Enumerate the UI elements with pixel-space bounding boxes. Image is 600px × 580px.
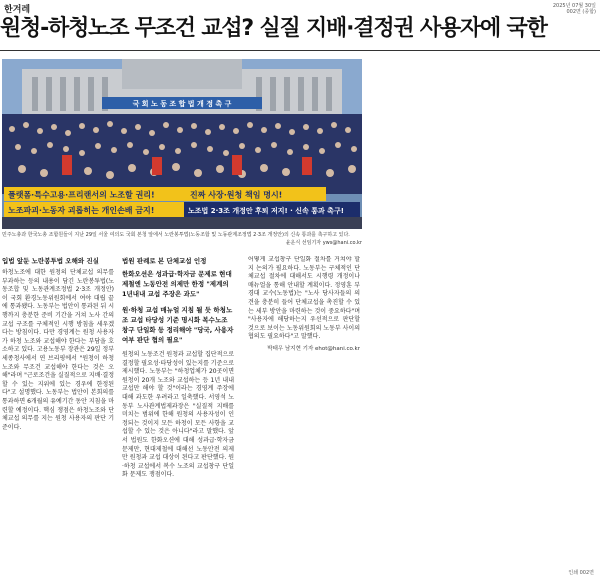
headline-rule — [0, 50, 600, 51]
banner-left-2: 노조파괴·노동자 괴롭히는 개인손배 금지! — [8, 206, 155, 215]
page-code: 인쇄 002면 — [568, 570, 594, 576]
column-1-heading: 입법 앞둔 노란봉투법 오해와 진실 — [2, 257, 99, 265]
rally-photo-illustration — [2, 59, 362, 229]
issue-date: 2025년 07월 30일 — [552, 3, 596, 9]
caption-text: 민주노총과 한국노총 조합원들이 지난 29일 서울 여의도 국회 본청 앞에서 노란봉투법(노동조합 및 노동관계조정법 2·3조 개정안)의 신속 통과를 촉구하고 있다. — [2, 232, 350, 238]
byline: 박태우 남지현 기자 ehot@hani.co.kr — [267, 345, 360, 352]
banner-right-2: 노조법 2·3조 개정안 후퇴 저지! · 신속 통과 촉구! — [188, 207, 344, 215]
column-2-subhead-1: 한화오션은 성과급·학자금 문제로 현대제철엔 노동안전 의제만 한정 "제계의 1년내내 교섭 주장은 과도" — [122, 270, 232, 298]
banner-left-1: 플랫폼·특수고용·프리랜서의 노조할 권리! — [8, 190, 155, 200]
page-section: 002면 (종합) — [566, 9, 596, 15]
photo-caption — [2, 232, 362, 254]
banner-right-1: 진짜 사장·원청 책임 명시! — [190, 190, 283, 200]
article-column-2 — [122, 256, 234, 566]
article-column-1 — [2, 256, 114, 566]
newspaper-logo: 한겨레 — [4, 5, 31, 15]
column-2-subhead-2: 원·하청 교섭 매뉴얼 지침 될 듯 하청노조 교섭 타당성 기준 명시화 복수노조 창구 단일화 등 정리해야 "당국, 사용자 여부 판단 협의 필요" — [122, 306, 234, 344]
column-1-body: 하청노조에 대한 원청의 단체교섭 의무를 부과하는 등의 내용이 담긴 노란봉투법(노동조합 및 노동관계조정법 2·3조 개정안)이 국회 환경노동위원회에서 여야 대립 끝에 통과됐다. 노동부는 법안이 통과된 뒤 시행까지 충분한 준비 기간을 거쳐 노사 간의 교섭 구조를 구체적인 시행 방침을 세우겠다는 방침이다. 다만 경영계는 원청 사용자가 하청 노조와 교섭해야 한다는 부담을 호소하고 있다. 고용노동부 장관은 29일 정부세종청사에서 연 브리핑에서 "원청이 하청노조와 무조건 교섭해야 한다는 것은 오해"라며 "근로조건을 실질적으로 지배·결정할 수 있는 지위에 있는 경우에 한정된다"고 설명했다. 노동부는 법안이 본회의를 통과하면 6개월의 유예기간 동안 지침을 마련할 예정이다. 핵심 쟁점은 하청노조와 단체교섭 의무를 지는 원청 사용자의 판단 기준이다. — [2, 269, 114, 431]
background-banner-text: 국 회 노 동 조 합 법 개 정 촉 구 — [132, 100, 232, 108]
column-2-heading: 법원 판례로 본 단체교섭 인정 — [122, 257, 207, 265]
column-3-body: 어떻게 교섭창구 단일화 절차를 거쳐야 할지 논의가 필요하다. 노동부는 구체적인 단체교섭 절차에 대해서도 시행령 개정이나 매뉴얼을 통해 안내할 계획이다. 정영훈 부경대 교수(노동법)는 "노사 당사자들의 의견을 충분히 들어 단체교섭을 촉진할 수 있는 세부 방안을 마련하는 것이 중요하다"며 "사용자에 해당하는지 우선적으로 판단할 것으로 보이는 노동위원회의 노동부 사이의 협의도 필요하다"고 말했다. — [248, 256, 360, 341]
article-column-3 — [248, 256, 360, 566]
column-2-body: 원청의 노동조건 원청과 교섭할 집단적으로 결정할 필요성·타당성이 있는지를 기준으로 제시했다. 노동부는 "하청업체가 20곳이면 원청이 20개 노조와 교섭하는 등 1년 내내 교섭만 해야 할 것"이라는 경영계 주장에 대해 과도한 우려라고 일축했다. 서영석 노동부 노사관계법제과장은 "실질적 지배를 미치는 범위에 한해 원청의 사용자성이 인정되는 것이지 모든 하청이 모든 사항을 교섭할 수 있는 것은 아니다"라고 말했다. 앞서 법원도 한화오션에 대해 성과급·학자금 문제만, 현대제철에 대해선 노동안전 의제만 원청과 교섭 대상이 된다고 판단했다. 원·하청 교섭에서 복수 노조의 교섭창구 단일화 문제도 쟁점이다. — [122, 351, 234, 479]
photo-credit: 윤운식 선임기자 yws@hani.co.kr — [285, 240, 362, 246]
headline: 원청-하청노조 무조건 교섭? 실질 지배·결정권 사용자에 국한 — [0, 16, 547, 41]
news-photo — [2, 59, 362, 229]
